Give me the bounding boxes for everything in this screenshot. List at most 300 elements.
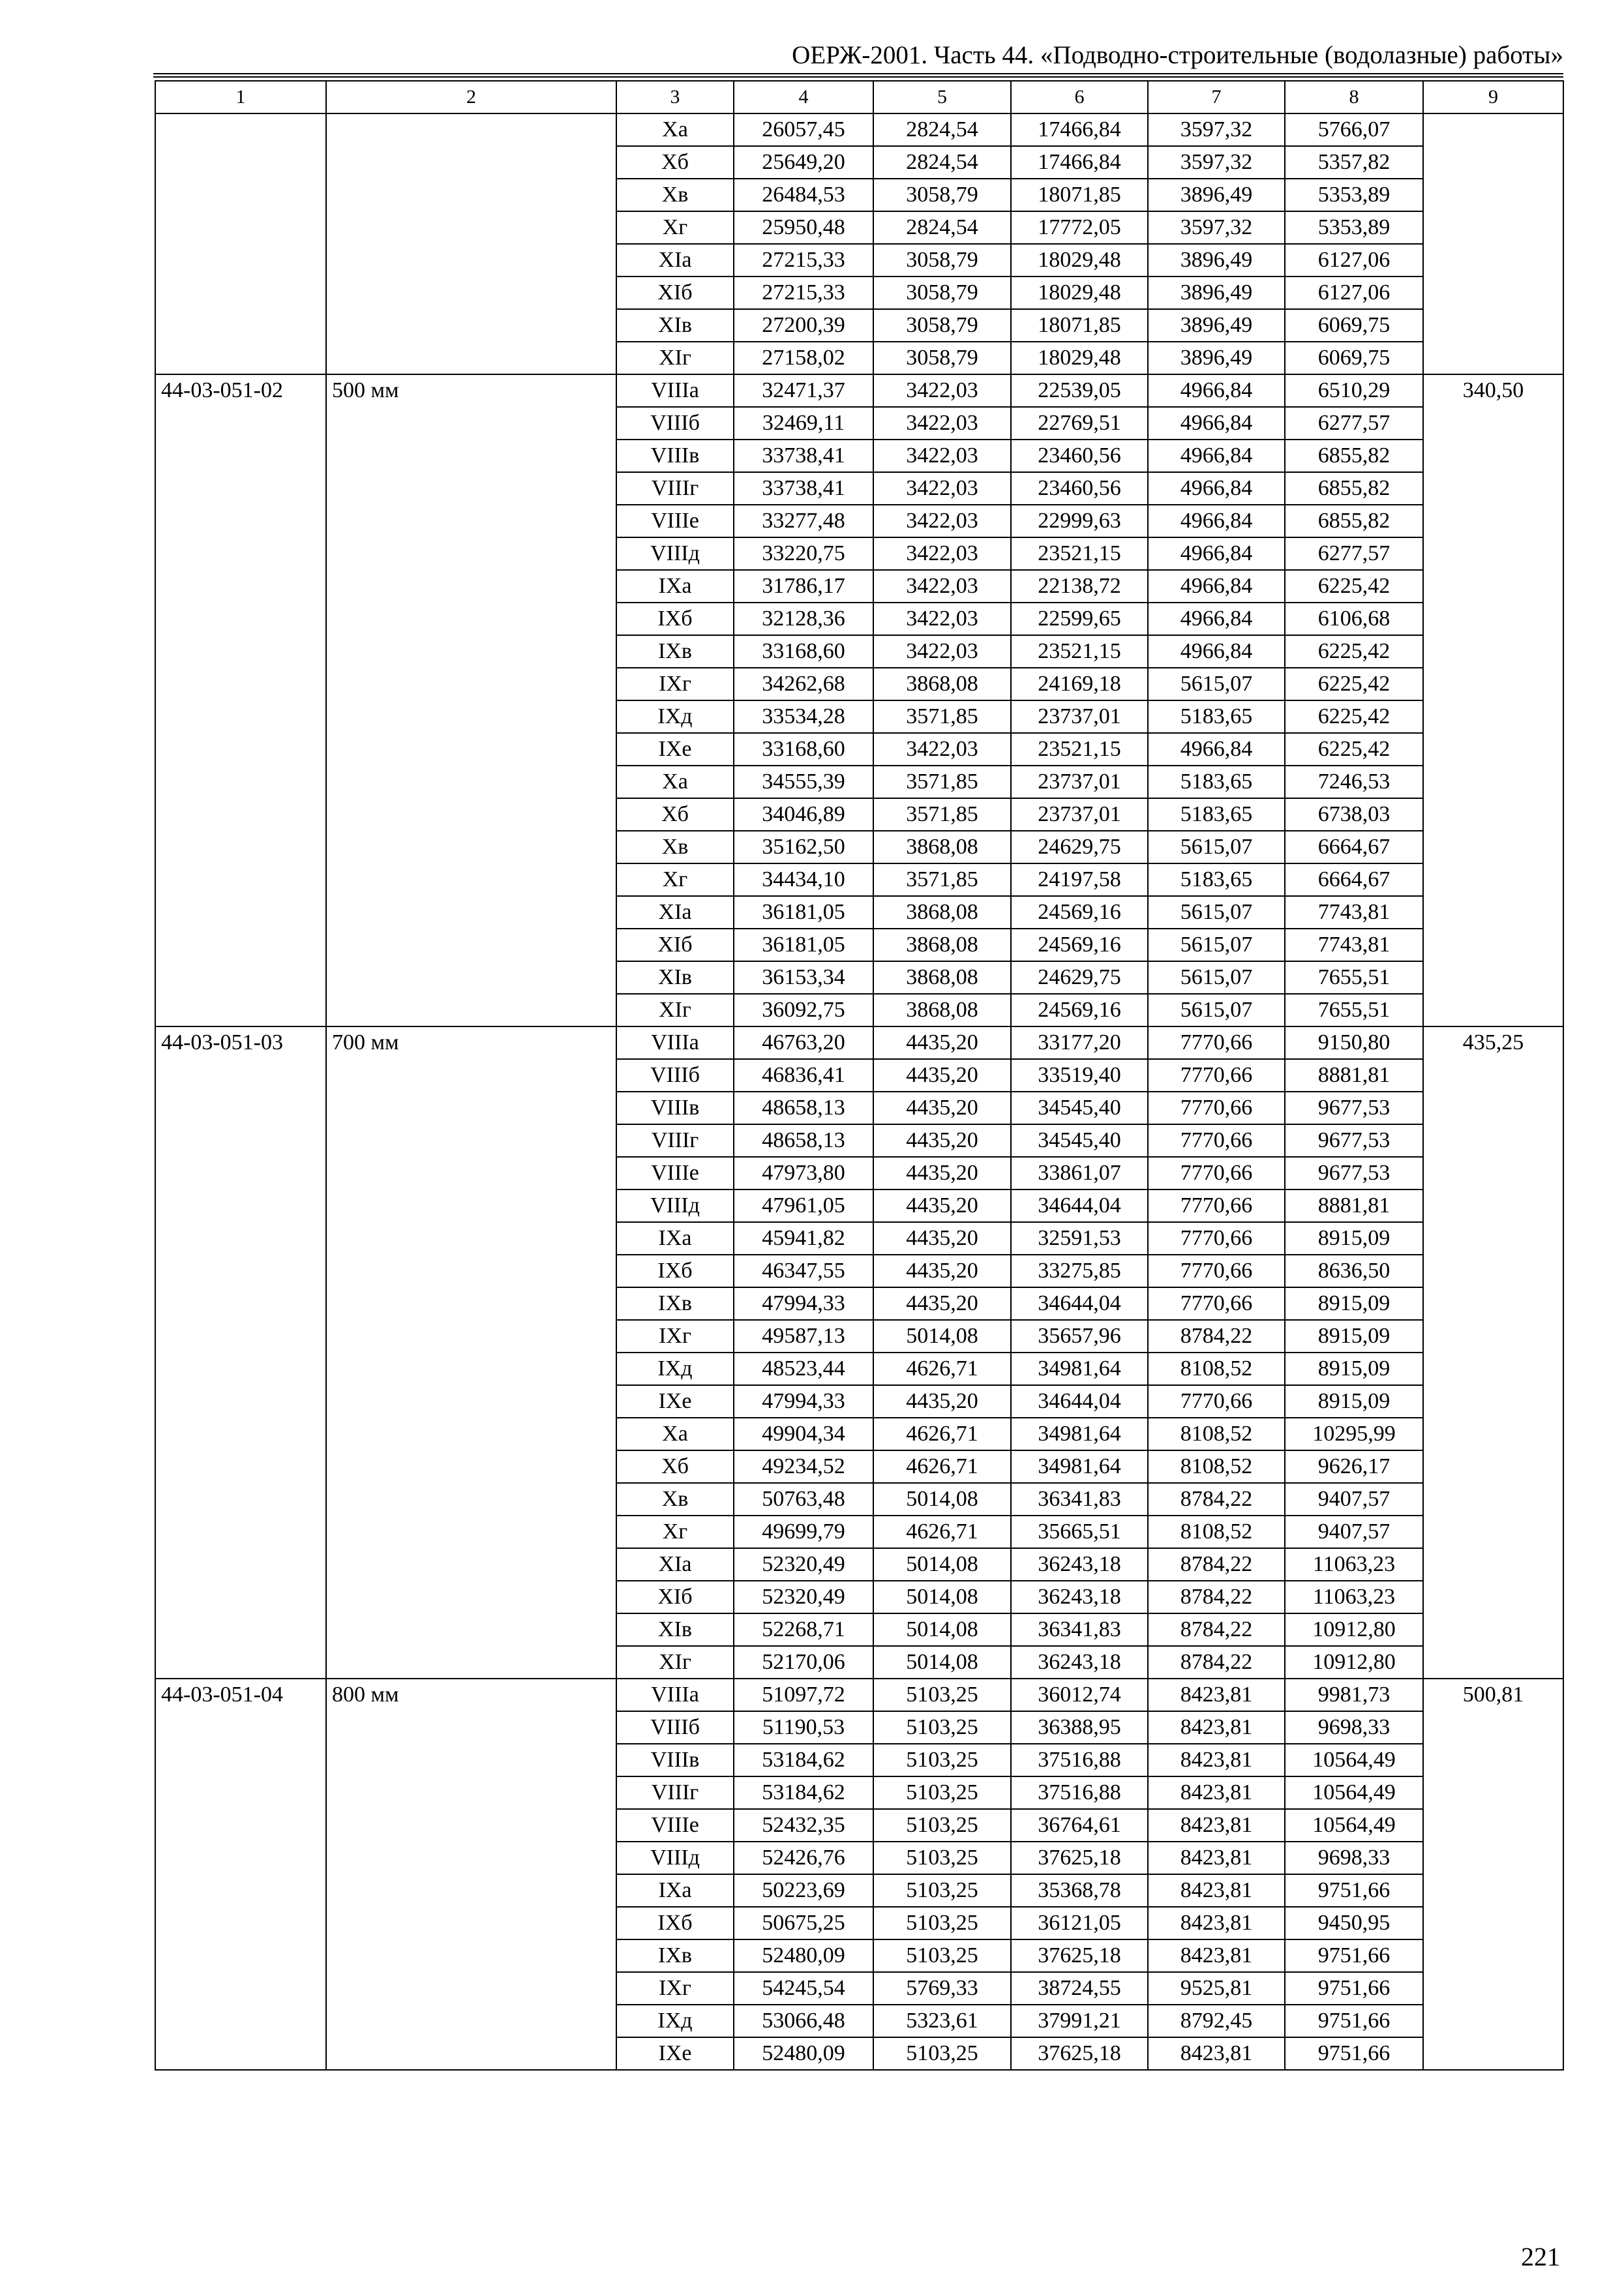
materials-cell: 10564,49: [1285, 1809, 1423, 1842]
machines-cell: 33861,07: [1011, 1157, 1148, 1189]
machines-cell: 32591,53: [1011, 1222, 1148, 1255]
header-double-rule: [153, 73, 1563, 78]
total-cost-cell: 36181,05: [734, 929, 873, 961]
materials-cell: 10295,99: [1285, 1418, 1423, 1450]
total-cost-cell: 53184,62: [734, 1776, 873, 1809]
materials-cell: 9407,57: [1285, 1516, 1423, 1548]
drivers-wages-cell: 4966,84: [1148, 603, 1285, 635]
zone-cell: XIб: [616, 929, 734, 961]
machines-cell: 36388,95: [1011, 1711, 1148, 1744]
drivers-wages-cell: 5183,65: [1148, 798, 1285, 831]
total-cost-cell: 26484,53: [734, 179, 873, 211]
total-cost-cell: 49234,52: [734, 1450, 873, 1483]
drivers-wages-cell: 4966,84: [1148, 440, 1285, 472]
total-cost-cell: 33738,41: [734, 440, 873, 472]
machines-cell: 17466,84: [1011, 113, 1148, 146]
materials-cell: 9150,80: [1285, 1026, 1423, 1059]
zone-cell: XIг: [616, 342, 734, 374]
total-cost-cell: 33534,28: [734, 700, 873, 733]
drivers-wages-cell: 7770,66: [1148, 1287, 1285, 1320]
drivers-wages-cell: 8423,81: [1148, 1907, 1285, 1939]
wages-cell: 4435,20: [873, 1255, 1011, 1287]
wages-cell: 3058,79: [873, 277, 1011, 309]
table-row: [155, 1026, 1563, 1059]
wages-cell: 3571,85: [873, 863, 1011, 896]
wages-cell: 5103,25: [873, 1711, 1011, 1744]
drivers-wages-cell: 8784,22: [1148, 1320, 1285, 1353]
materials-cell: 9751,66: [1285, 2005, 1423, 2037]
drivers-wages-cell: 9525,81: [1148, 1972, 1285, 2005]
drivers-wages-cell: 5183,65: [1148, 700, 1285, 733]
drivers-wages-cell: 8423,81: [1148, 1776, 1285, 1809]
wages-cell: 5323,61: [873, 2005, 1011, 2037]
materials-cell: 6127,06: [1285, 277, 1423, 309]
machines-cell: 18029,48: [1011, 342, 1148, 374]
wages-cell: 4435,20: [873, 1059, 1011, 1092]
total-cost-cell: 50675,25: [734, 1907, 873, 1939]
drivers-wages-cell: 8784,22: [1148, 1548, 1285, 1581]
materials-cell: 9981,73: [1285, 1679, 1423, 1711]
drivers-wages-cell: 8423,81: [1148, 1939, 1285, 1972]
zone-cell: IXг: [616, 1320, 734, 1353]
drivers-wages-cell: 8423,81: [1148, 1711, 1285, 1744]
zone-cell: IXб: [616, 1907, 734, 1939]
total-cost-cell: 33168,60: [734, 733, 873, 766]
materials-cell: 6106,68: [1285, 603, 1423, 635]
wages-cell: 5103,25: [873, 1939, 1011, 1972]
machines-cell: 36121,05: [1011, 1907, 1148, 1939]
machines-cell: 23521,15: [1011, 635, 1148, 668]
drivers-wages-cell: 3597,32: [1148, 211, 1285, 244]
drivers-wages-cell: 7770,66: [1148, 1157, 1285, 1189]
zone-cell: IXг: [616, 668, 734, 700]
materials-cell: 9751,66: [1285, 2037, 1423, 2070]
total-cost-cell: 35162,50: [734, 831, 873, 863]
zone-cell: IXв: [616, 635, 734, 668]
labor-cell: 340,50: [1423, 374, 1563, 1026]
wages-cell: 4435,20: [873, 1026, 1011, 1059]
diameter-cell: 700 мм: [326, 1026, 616, 1679]
zone-cell: VIIIa: [616, 1679, 734, 1711]
drivers-wages-cell: 4966,84: [1148, 635, 1285, 668]
column-header: 2: [326, 81, 616, 113]
zone-cell: Xa: [616, 113, 734, 146]
materials-cell: 6225,42: [1285, 700, 1423, 733]
materials-cell: 9698,33: [1285, 1711, 1423, 1744]
total-cost-cell: 48658,13: [734, 1092, 873, 1124]
materials-cell: 6225,42: [1285, 733, 1423, 766]
wages-cell: 3422,03: [873, 635, 1011, 668]
wages-cell: 3422,03: [873, 505, 1011, 537]
wages-cell: 5014,08: [873, 1613, 1011, 1646]
total-cost-cell: 27158,02: [734, 342, 873, 374]
drivers-wages-cell: 5183,65: [1148, 863, 1285, 896]
drivers-wages-cell: 4966,84: [1148, 505, 1285, 537]
total-cost-cell: 34555,39: [734, 766, 873, 798]
materials-cell: 8915,09: [1285, 1222, 1423, 1255]
zone-cell: Xб: [616, 1450, 734, 1483]
machines-cell: 35657,96: [1011, 1320, 1148, 1353]
drivers-wages-cell: 3896,49: [1148, 342, 1285, 374]
zone-cell: XIa: [616, 1548, 734, 1581]
table-row: [155, 374, 1563, 407]
total-cost-cell: 31786,17: [734, 570, 873, 603]
wages-cell: 3571,85: [873, 700, 1011, 733]
zone-cell: IXa: [616, 1222, 734, 1255]
materials-cell: 9626,17: [1285, 1450, 1423, 1483]
wages-cell: 4626,71: [873, 1353, 1011, 1385]
materials-cell: 6510,29: [1285, 374, 1423, 407]
machines-cell: 34981,64: [1011, 1450, 1148, 1483]
total-cost-cell: 27215,33: [734, 277, 873, 309]
zone-cell: XIв: [616, 961, 734, 994]
total-cost-cell: 32471,37: [734, 374, 873, 407]
drivers-wages-cell: 5615,07: [1148, 831, 1285, 863]
drivers-wages-cell: 5615,07: [1148, 929, 1285, 961]
machines-cell: 17772,05: [1011, 211, 1148, 244]
wages-cell: 3868,08: [873, 994, 1011, 1026]
total-cost-cell: 33168,60: [734, 635, 873, 668]
zone-cell: Xб: [616, 146, 734, 179]
zone-cell: VIIIв: [616, 1744, 734, 1776]
wages-cell: 5103,25: [873, 1842, 1011, 1874]
total-cost-cell: 32469,11: [734, 407, 873, 440]
wages-cell: 3868,08: [873, 831, 1011, 863]
drivers-wages-cell: 8423,81: [1148, 2037, 1285, 2070]
drivers-wages-cell: 8784,22: [1148, 1483, 1285, 1516]
wages-cell: 5769,33: [873, 1972, 1011, 2005]
machines-cell: 36012,74: [1011, 1679, 1148, 1711]
total-cost-cell: 52480,09: [734, 2037, 873, 2070]
wages-cell: 3422,03: [873, 440, 1011, 472]
machines-cell: 18029,48: [1011, 244, 1148, 277]
drivers-wages-cell: 7770,66: [1148, 1092, 1285, 1124]
materials-cell: 6855,82: [1285, 505, 1423, 537]
machines-cell: 23737,01: [1011, 766, 1148, 798]
machines-cell: 23521,15: [1011, 733, 1148, 766]
drivers-wages-cell: 5615,07: [1148, 961, 1285, 994]
rate-code-cell: 44-03-051-02: [155, 374, 326, 1026]
zone-cell: IXa: [616, 570, 734, 603]
zone-cell: Xг: [616, 1516, 734, 1548]
machines-cell: 18071,85: [1011, 179, 1148, 211]
drivers-wages-cell: 5183,65: [1148, 766, 1285, 798]
total-cost-cell: 46347,55: [734, 1255, 873, 1287]
machines-cell: 37625,18: [1011, 2037, 1148, 2070]
wages-cell: 3058,79: [873, 342, 1011, 374]
machines-cell: 17466,84: [1011, 146, 1148, 179]
machines-cell: 33519,40: [1011, 1059, 1148, 1092]
total-cost-cell: 53184,62: [734, 1744, 873, 1776]
zone-cell: Xв: [616, 1483, 734, 1516]
machines-cell: 36764,61: [1011, 1809, 1148, 1842]
materials-cell: 9698,33: [1285, 1842, 1423, 1874]
materials-cell: 5357,82: [1285, 146, 1423, 179]
zone-cell: Xб: [616, 798, 734, 831]
machines-cell: 24569,16: [1011, 896, 1148, 929]
total-cost-cell: 25950,48: [734, 211, 873, 244]
table-row: [155, 113, 1563, 146]
total-cost-cell: 51097,72: [734, 1679, 873, 1711]
zone-cell: VIIIд: [616, 1842, 734, 1874]
wages-cell: 5103,25: [873, 1744, 1011, 1776]
wages-cell: 3422,03: [873, 472, 1011, 505]
materials-cell: 11063,23: [1285, 1548, 1423, 1581]
drivers-wages-cell: 8108,52: [1148, 1418, 1285, 1450]
drivers-wages-cell: 4966,84: [1148, 570, 1285, 603]
drivers-wages-cell: 7770,66: [1148, 1222, 1285, 1255]
materials-cell: 8915,09: [1285, 1320, 1423, 1353]
drivers-wages-cell: 5615,07: [1148, 896, 1285, 929]
wages-cell: 3422,03: [873, 374, 1011, 407]
materials-cell: 9751,66: [1285, 1972, 1423, 2005]
table-body: [155, 113, 1563, 2070]
materials-cell: 7743,81: [1285, 929, 1423, 961]
machines-cell: 18029,48: [1011, 277, 1148, 309]
zone-cell: VIIIв: [616, 1092, 734, 1124]
wages-cell: 4435,20: [873, 1385, 1011, 1418]
column-header: 9: [1423, 81, 1563, 113]
wages-cell: 5103,25: [873, 1809, 1011, 1842]
machines-cell: 34644,04: [1011, 1287, 1148, 1320]
total-cost-cell: 25649,20: [734, 146, 873, 179]
machines-cell: 34545,40: [1011, 1092, 1148, 1124]
zone-cell: VIIIг: [616, 1776, 734, 1809]
machines-cell: 24629,75: [1011, 831, 1148, 863]
total-cost-cell: 50223,69: [734, 1874, 873, 1907]
drivers-wages-cell: 8784,22: [1148, 1646, 1285, 1679]
materials-cell: 5353,89: [1285, 179, 1423, 211]
wages-cell: 4435,20: [873, 1092, 1011, 1124]
total-cost-cell: 48658,13: [734, 1124, 873, 1157]
drivers-wages-cell: 3896,49: [1148, 179, 1285, 211]
total-cost-cell: 45941,82: [734, 1222, 873, 1255]
wages-cell: 4435,20: [873, 1124, 1011, 1157]
total-cost-cell: 50763,48: [734, 1483, 873, 1516]
machines-cell: 35368,78: [1011, 1874, 1148, 1907]
zone-cell: VIIIв: [616, 440, 734, 472]
labor-cell: 500,81: [1423, 1679, 1563, 2070]
total-cost-cell: 52170,06: [734, 1646, 873, 1679]
machines-cell: 38724,55: [1011, 1972, 1148, 2005]
wages-cell: 3422,03: [873, 537, 1011, 570]
diameter-cell: 800 мм: [326, 1679, 616, 2070]
diameter-cell: [326, 113, 616, 374]
price-table: [155, 80, 1564, 2071]
wages-cell: 2824,54: [873, 146, 1011, 179]
materials-cell: 6127,06: [1285, 244, 1423, 277]
machines-cell: 36243,18: [1011, 1646, 1148, 1679]
wages-cell: 5014,08: [873, 1646, 1011, 1679]
wages-cell: 4626,71: [873, 1418, 1011, 1450]
rate-code-cell: 44-03-051-03: [155, 1026, 326, 1679]
total-cost-cell: 47961,05: [734, 1189, 873, 1222]
materials-cell: 6738,03: [1285, 798, 1423, 831]
zone-cell: IXe: [616, 2037, 734, 2070]
zone-cell: Xa: [616, 1418, 734, 1450]
zone-cell: IXд: [616, 700, 734, 733]
wages-cell: 4435,20: [873, 1287, 1011, 1320]
zone-cell: VIIIг: [616, 472, 734, 505]
materials-cell: 6277,57: [1285, 537, 1423, 570]
rate-code-cell: 44-03-051-04: [155, 1679, 326, 2070]
total-cost-cell: 49699,79: [734, 1516, 873, 1548]
machines-cell: 23737,01: [1011, 798, 1148, 831]
machines-cell: 22599,65: [1011, 603, 1148, 635]
drivers-wages-cell: 8423,81: [1148, 1874, 1285, 1907]
machines-cell: 24197,58: [1011, 863, 1148, 896]
wages-cell: 4435,20: [873, 1157, 1011, 1189]
drivers-wages-cell: 4966,84: [1148, 733, 1285, 766]
materials-cell: 8881,81: [1285, 1059, 1423, 1092]
zone-cell: VIIIб: [616, 1059, 734, 1092]
materials-cell: 6664,67: [1285, 831, 1423, 863]
machines-cell: 34981,64: [1011, 1418, 1148, 1450]
column-header: 4: [734, 81, 873, 113]
machines-cell: 24569,16: [1011, 929, 1148, 961]
machines-cell: 36243,18: [1011, 1581, 1148, 1613]
total-cost-cell: 49587,13: [734, 1320, 873, 1353]
materials-cell: 8915,09: [1285, 1287, 1423, 1320]
total-cost-cell: 46763,20: [734, 1026, 873, 1059]
labor-cell: [1423, 113, 1563, 374]
materials-cell: 8915,09: [1285, 1353, 1423, 1385]
machines-cell: 22539,05: [1011, 374, 1148, 407]
drivers-wages-cell: 8423,81: [1148, 1679, 1285, 1711]
total-cost-cell: 52480,09: [734, 1939, 873, 1972]
column-header: 7: [1148, 81, 1285, 113]
column-header: 5: [873, 81, 1011, 113]
machines-cell: 36243,18: [1011, 1548, 1148, 1581]
drivers-wages-cell: 4966,84: [1148, 407, 1285, 440]
drivers-wages-cell: 7770,66: [1148, 1385, 1285, 1418]
materials-cell: 9751,66: [1285, 1874, 1423, 1907]
wages-cell: 2824,54: [873, 113, 1011, 146]
drivers-wages-cell: 4966,84: [1148, 472, 1285, 505]
machines-cell: 23521,15: [1011, 537, 1148, 570]
drivers-wages-cell: 3896,49: [1148, 244, 1285, 277]
machines-cell: 37625,18: [1011, 1842, 1148, 1874]
machines-cell: 24169,18: [1011, 668, 1148, 700]
wages-cell: 5014,08: [873, 1320, 1011, 1353]
column-header: 6: [1011, 81, 1148, 113]
machines-cell: 23460,56: [1011, 440, 1148, 472]
total-cost-cell: 54245,54: [734, 1972, 873, 2005]
materials-cell: 5353,89: [1285, 211, 1423, 244]
total-cost-cell: 52432,35: [734, 1809, 873, 1842]
machines-cell: 22769,51: [1011, 407, 1148, 440]
machines-cell: 33177,20: [1011, 1026, 1148, 1059]
materials-cell: 6069,75: [1285, 342, 1423, 374]
wages-cell: 3868,08: [873, 668, 1011, 700]
total-cost-cell: 27215,33: [734, 244, 873, 277]
machines-cell: 34545,40: [1011, 1124, 1148, 1157]
total-cost-cell: 52320,49: [734, 1581, 873, 1613]
machines-cell: 23460,56: [1011, 472, 1148, 505]
materials-cell: 6225,42: [1285, 570, 1423, 603]
materials-cell: 6225,42: [1285, 668, 1423, 700]
zone-cell: IXд: [616, 1353, 734, 1385]
wages-cell: 5103,25: [873, 2037, 1011, 2070]
drivers-wages-cell: 7770,66: [1148, 1026, 1285, 1059]
machines-cell: 36341,83: [1011, 1483, 1148, 1516]
drivers-wages-cell: 3896,49: [1148, 309, 1285, 342]
machines-cell: 35665,51: [1011, 1516, 1148, 1548]
total-cost-cell: 52268,71: [734, 1613, 873, 1646]
wages-cell: 2824,54: [873, 211, 1011, 244]
wages-cell: 3422,03: [873, 603, 1011, 635]
wages-cell: 5014,08: [873, 1483, 1011, 1516]
total-cost-cell: 33277,48: [734, 505, 873, 537]
table-row: [155, 1679, 1563, 1711]
total-cost-cell: 46836,41: [734, 1059, 873, 1092]
materials-cell: 6855,82: [1285, 440, 1423, 472]
materials-cell: 6225,42: [1285, 635, 1423, 668]
materials-cell: 10912,80: [1285, 1646, 1423, 1679]
zone-cell: XIв: [616, 309, 734, 342]
zone-cell: IXд: [616, 2005, 734, 2037]
materials-cell: 9677,53: [1285, 1124, 1423, 1157]
zone-cell: VIIIe: [616, 505, 734, 537]
zone-cell: XIг: [616, 994, 734, 1026]
rate-code-cell: [155, 113, 326, 374]
zone-cell: XIa: [616, 244, 734, 277]
drivers-wages-cell: 8423,81: [1148, 1842, 1285, 1874]
materials-cell: 6855,82: [1285, 472, 1423, 505]
zone-cell: IXв: [616, 1287, 734, 1320]
zone-cell: VIIIe: [616, 1157, 734, 1189]
total-cost-cell: 32128,36: [734, 603, 873, 635]
materials-cell: 9751,66: [1285, 1939, 1423, 1972]
wages-cell: 5103,25: [873, 1874, 1011, 1907]
wages-cell: 3571,85: [873, 798, 1011, 831]
wages-cell: 5014,08: [873, 1581, 1011, 1613]
drivers-wages-cell: 3597,32: [1148, 146, 1285, 179]
wages-cell: 3058,79: [873, 244, 1011, 277]
drivers-wages-cell: 5615,07: [1148, 668, 1285, 700]
drivers-wages-cell: 7770,66: [1148, 1189, 1285, 1222]
zone-cell: Xг: [616, 863, 734, 896]
zone-cell: IXг: [616, 1972, 734, 2005]
wages-cell: 5014,08: [873, 1548, 1011, 1581]
materials-cell: 8915,09: [1285, 1385, 1423, 1418]
wages-cell: 3058,79: [873, 179, 1011, 211]
wages-cell: 3571,85: [873, 766, 1011, 798]
column-header: 8: [1285, 81, 1423, 113]
materials-cell: 8636,50: [1285, 1255, 1423, 1287]
wages-cell: 5103,25: [873, 1907, 1011, 1939]
total-cost-cell: 36181,05: [734, 896, 873, 929]
machines-cell: 37516,88: [1011, 1776, 1148, 1809]
total-cost-cell: 47994,33: [734, 1287, 873, 1320]
materials-cell: 10912,80: [1285, 1613, 1423, 1646]
total-cost-cell: 26057,45: [734, 113, 873, 146]
zone-cell: VIIIб: [616, 1711, 734, 1744]
wages-cell: 3422,03: [873, 733, 1011, 766]
materials-cell: 7655,51: [1285, 994, 1423, 1026]
machines-cell: 37625,18: [1011, 1939, 1148, 1972]
drivers-wages-cell: 8423,81: [1148, 1809, 1285, 1842]
machines-cell: 18071,85: [1011, 309, 1148, 342]
machines-cell: 37516,88: [1011, 1744, 1148, 1776]
machines-cell: 22138,72: [1011, 570, 1148, 603]
total-cost-cell: 34434,10: [734, 863, 873, 896]
page-number: 221: [1521, 2242, 1560, 2271]
total-cost-cell: 47994,33: [734, 1385, 873, 1418]
zone-cell: IXб: [616, 603, 734, 635]
total-cost-cell: 47973,80: [734, 1157, 873, 1189]
materials-cell: 5766,07: [1285, 113, 1423, 146]
